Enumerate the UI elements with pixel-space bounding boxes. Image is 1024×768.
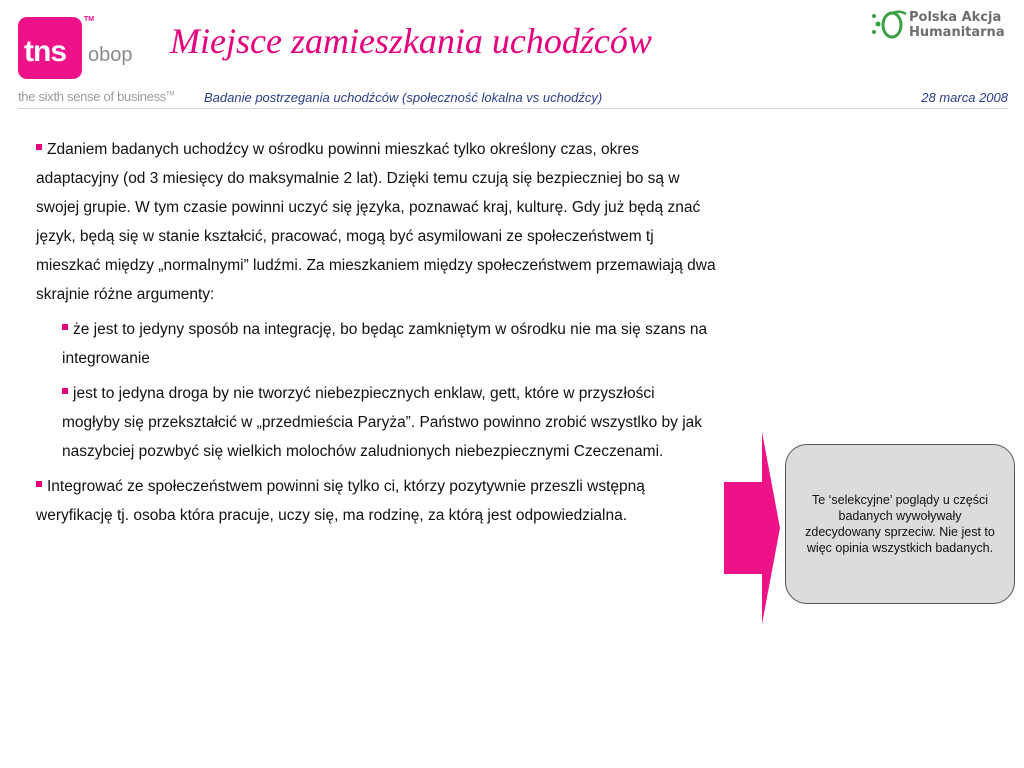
pah-logo-text [909,10,1005,40]
pah-line-2: Humanitarna [909,25,1005,40]
paragraph-1 [36,135,716,309]
bullet-icon [36,481,42,487]
slogan-text: the sixth sense of business [18,89,166,104]
slogan-tm: TM [166,91,175,98]
sub-bullet-1-text: że jest to jedyny sposób na integrację, bo będąc zamkniętym w ośrodku nie ma się szans na integrowanie [62,321,708,367]
tns-logo-tm: TM [84,16,95,23]
page-title: Miejsce zamieszkania uchodźców [170,21,652,61]
sub-bullet-1 [62,315,716,373]
callout-box [785,444,1015,604]
paragraph-2 [36,472,716,530]
main-content [36,135,716,536]
slogan [18,89,174,104]
sub-bullet-2-text: jest to jedyna droga by nie tworzyć niebezpiecznych enklaw, gett, które w przyszłości mogłyby się przekształcić w „przedmieścia Paryża”. Państwo powinno zrobić wszystlko by jak naszybciej pozwbyć się wielkich molochów zaludnionych niebezpiecznymi Czeczenami. [62,385,703,460]
header-divider [18,108,1008,109]
sub-bullet-2 [62,379,716,466]
bullet-icon [36,144,42,150]
report-date: 28 marca 2008 [921,90,1008,105]
pah-line-1: Polska Akcja [909,10,1002,25]
obop-logo-text: obop [88,44,133,66]
paragraph-1-text: Zdaniem badanych uchodźcy w ośrodku powinni mieszkać tylko określony czas, okres adaptacyjny (od 3 miesięcy do maksymalnie 2 lat). Dzięki temu czują się bezpieczniej bo są w swojej grupie. W tym czasie powinni uczyć się języka, poznawać kraj, kulturę. Gdy już będą znać język, będą się w stanie kształcić, pracować, mogą być asymilowani ze społeczeństwem tj mieszkać między „normalnymi” ludźmi. Za mieszkaniem między społeczeństwem przemawiają dwa skrajnie różne argumenty: [36,141,716,303]
tns-logo-text: tns [24,35,66,68]
paragraph-2-text: Integrować ze społeczeństwem powinni się tylko ci, którzy pozytywnie przeszli wstępną weryfikację tj. osoba która pracuje, uczy się, ma rodzinę, za którą jest odpowiedzialna. [36,478,645,524]
callout-text: Te ‘selekcyjne’ poglądy u części badanych wywoływały zdecydowany sprzeciw. Nie jest to więc opinia wszystkich badanych. [805,493,995,555]
bullet-icon [62,388,68,394]
pah-logo-icon [870,8,910,42]
study-subtitle: Badanie postrzegania uchodźców (społeczność lokalna vs uchodźcy) [204,90,603,105]
bullet-icon [62,324,68,330]
arrow-right-icon [724,432,780,624]
